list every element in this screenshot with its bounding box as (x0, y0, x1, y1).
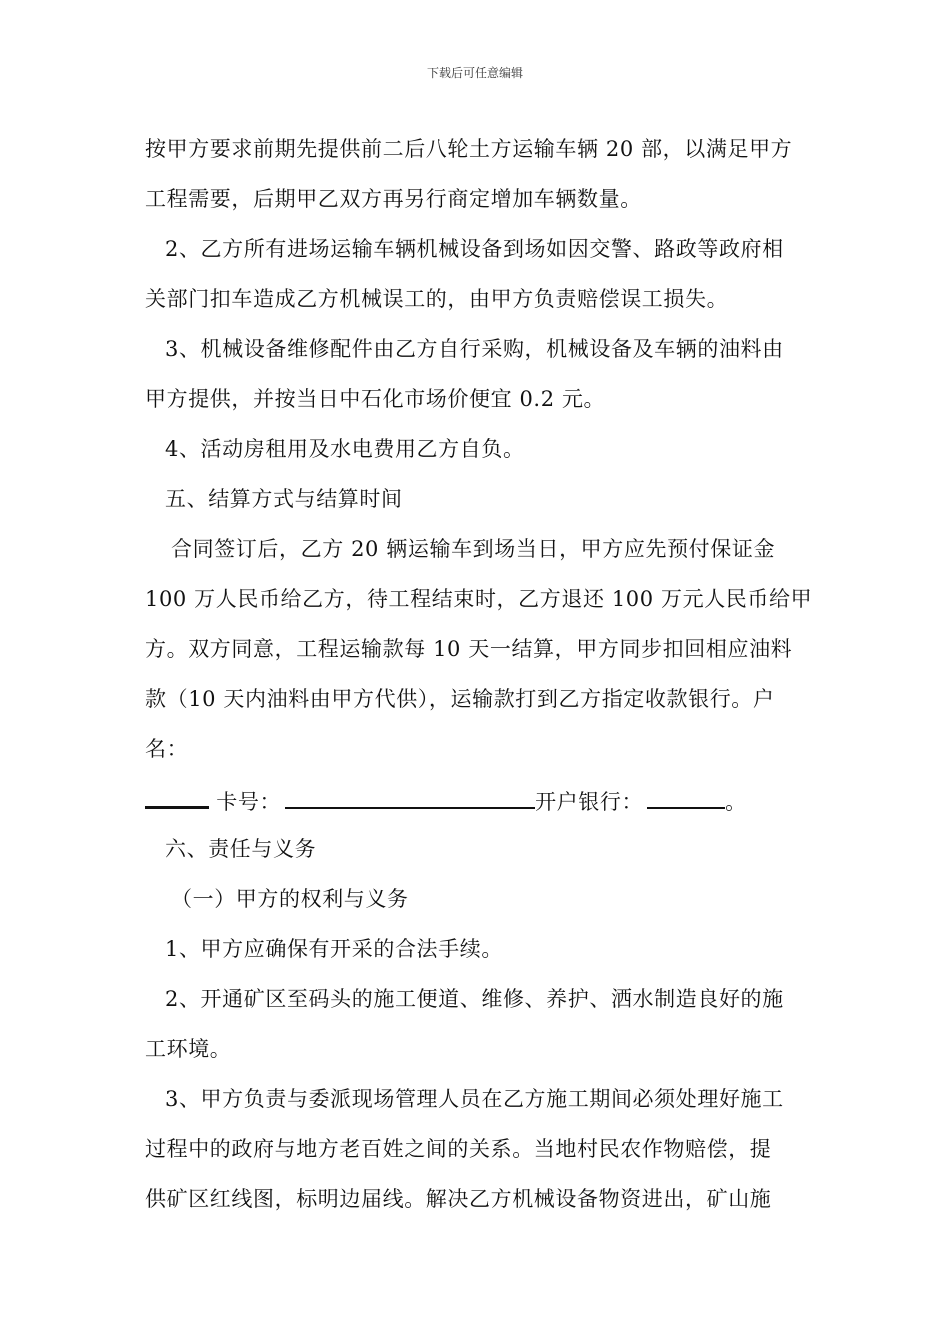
clause-2-line: 2、乙方所有进场运输车辆机械设备到场如因交警、路政等政府相 (165, 237, 784, 261)
card-number-blank (285, 775, 535, 809)
section-heading-responsibilities: 六、责任与义务 (165, 837, 317, 861)
clause-3-line: 3、机械设备维修配件由乙方自行采购，机械设备及车辆的油料由 (165, 337, 784, 361)
paragraph-line: 工程需要，后期甲乙双方再另行商定增加车辆数量。 (145, 187, 642, 211)
paragraph-line: 合同签订后，乙方 20 辆运输车到场当日，甲方应先预付保证金 (171, 537, 776, 561)
paragraph-line: 供矿区红线图，标明边届线。解决乙方机械设备物资进出，矿山施 (145, 1187, 772, 1211)
page-header-note: 下载后可任意编辑 (426, 66, 523, 80)
paragraph-line: 工环境。 (145, 1037, 232, 1061)
clause-a3-line: 3、甲方负责与委派现场管理人员在乙方施工期间必须处理好施工 (165, 1087, 784, 1111)
paragraph-line: 甲方提供，并按当日中石化市场价便宜 0.2 元。 (145, 387, 606, 411)
document-body (145, 124, 813, 1224)
section-heading-settlement: 五、结算方式与结算时间 (165, 487, 403, 511)
clause-4-line: 4、活动房租用及水电费用乙方自负。 (165, 437, 525, 461)
account-name-blank (145, 774, 209, 809)
card-number-label: 卡号： (209, 790, 282, 814)
paragraph-line: 名： (145, 737, 189, 761)
clause-a1-line: 1、甲方应确保有开采的合法手续。 (165, 937, 503, 961)
clause-a2-line: 2、开通矿区至码头的施工便道、维修、养护、洒水制造良好的施 (165, 987, 784, 1011)
subsection-heading-party-a: （一）甲方的权利与义务 (171, 887, 409, 911)
paragraph-line: 按甲方要求前期先提供前二后八轮土方运输车辆 20 部，以满足甲方 (145, 137, 793, 161)
paragraph-line: 100 万人民币给乙方，待工程结束时，乙方退还 100 万元人民币给甲 (145, 587, 813, 611)
paragraph-line: 过程中的政府与地方老百姓之间的关系。当地村民农作物赔偿，提 (145, 1137, 772, 1161)
account-info-line (145, 774, 810, 824)
bank-label: 开户银行： (535, 790, 644, 814)
paragraph-line: 款（10 天内油料由甲方代供），运输款打到乙方指定收款银行。户 (145, 687, 775, 711)
paragraph-line: 方。双方同意，工程运输款每 10 天一结算，甲方同步扣回相应油料 (145, 637, 793, 661)
paragraph-line: 关部门扣车造成乙方机械误工的，由甲方负责赔偿误工损失。 (145, 287, 729, 311)
bank-name-blank (647, 775, 725, 809)
account-line-end: 。 (725, 790, 747, 814)
